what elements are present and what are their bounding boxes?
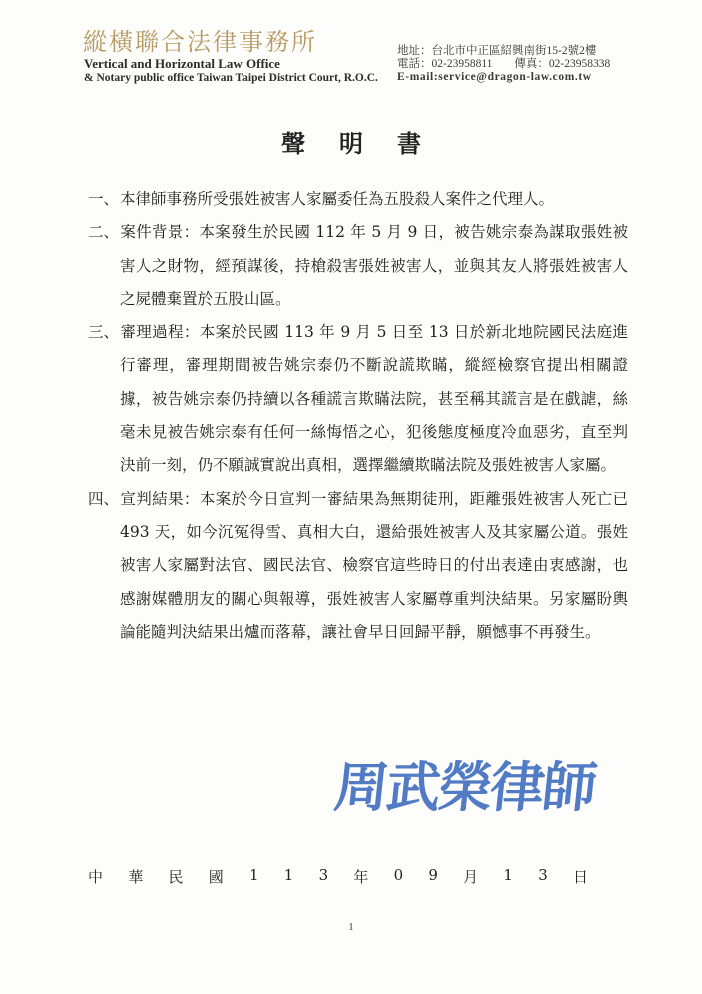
firm-subtitle-en: & Notary public office Taiwan Taipei District Court, R.O.C. <box>84 72 378 84</box>
contact-info <box>397 45 610 84</box>
date-char: 1 <box>283 866 294 884</box>
fax: 傳真：02-23958338 <box>514 58 611 70</box>
paragraph-text: 案件背景：本案發生於民國 112 年 5 月 9 日，被告姚宗泰為謀取張姓被害人之財物，經預謀後，持槍殺害張姓被害人，並與其友人將張姓被害人之屍體棄置於五股山區。 <box>120 223 628 308</box>
paragraph-4 <box>88 483 628 649</box>
email: E-mail:service@dragon-law.com.tw <box>397 71 592 83</box>
date-line <box>88 866 588 887</box>
date-char: 1 <box>249 866 259 884</box>
phone: 電話：02-23958811 <box>397 58 493 70</box>
phone-fax-line <box>397 58 610 71</box>
date-char: 民 <box>168 868 184 886</box>
date-char: 日 <box>572 868 588 886</box>
statement-body <box>88 183 628 649</box>
paragraph-number: 四、 <box>88 489 120 508</box>
date-char: 國 <box>208 868 224 886</box>
firm-name-cn: 縱橫聯合法律事務所 <box>83 28 317 56</box>
date-char: 月 <box>463 868 479 886</box>
date-char: 華 <box>128 868 144 886</box>
title-char: 聲 <box>281 129 305 158</box>
paragraph-3 <box>88 316 628 482</box>
paragraph-2 <box>88 216 628 316</box>
firm-name-en: Vertical and Horizontal Law Office <box>84 56 280 71</box>
date-char: 3 <box>318 866 329 884</box>
page-number: 1 <box>348 921 354 933</box>
paragraph-number: 二、 <box>88 223 120 242</box>
paragraph-text: 審理過程：本案於民國 113 年 9 月 5 日至 13 日於新北地院國民法庭進行審理，審理期間被告姚宗泰仍不斷說謊欺瞞，縱經檢察官提出相關證據，被告姚宗泰仍持續以各種謊言欺瞞法院，甚至稱其謊言是在戲謔，絲毫未見被告姚宗泰有任何一絲悔悟之心，犯後態度極度冷血惡劣，直至判決前一刻，仍不願誠實說出真相，選擇繼續欺瞞法院及張姓被害人家屬。 <box>120 323 628 475</box>
address: 地址：台北市中正區紹興南街15-2號2樓 <box>397 45 597 57</box>
paragraph-text: 宣判結果：本案於今日宣判一審結果為無期徒刑，距離張姓被害人死亡已 493 天，如今沉冤得雪、真相大白，還給張姓被害人及其家屬公道。張姓被害人家屬對法官、國民法官、檢察官這些時日的付出表達由衷感謝，也感謝媒體朋友的關心與報導，張姓被害人家屬尊重判決結果。另家屬盼輿論能隨判決結果出爐而落幕，讓社會早日回歸平靜，願憾事不再發生。 <box>120 489 628 641</box>
date-char: 3 <box>538 866 548 884</box>
date-char: 9 <box>428 866 438 884</box>
paragraph-text: 本律師事務所受張姓被害人家屬委任為五股殺人案件之代理人。 <box>120 190 555 208</box>
date-char: 年 <box>353 868 369 886</box>
document-title <box>0 124 702 159</box>
title-char: 書 <box>397 129 421 158</box>
date-char: 1 <box>503 866 513 884</box>
date-char: 0 <box>393 866 404 884</box>
paragraph-number: 一、 <box>88 190 120 208</box>
paragraph-1 <box>88 183 628 216</box>
paragraph-number: 三、 <box>88 323 120 342</box>
lawyer-signature-stamp: 周武榮律師 <box>331 755 598 819</box>
date-char: 中 <box>88 868 104 886</box>
title-char: 明 <box>339 129 363 158</box>
